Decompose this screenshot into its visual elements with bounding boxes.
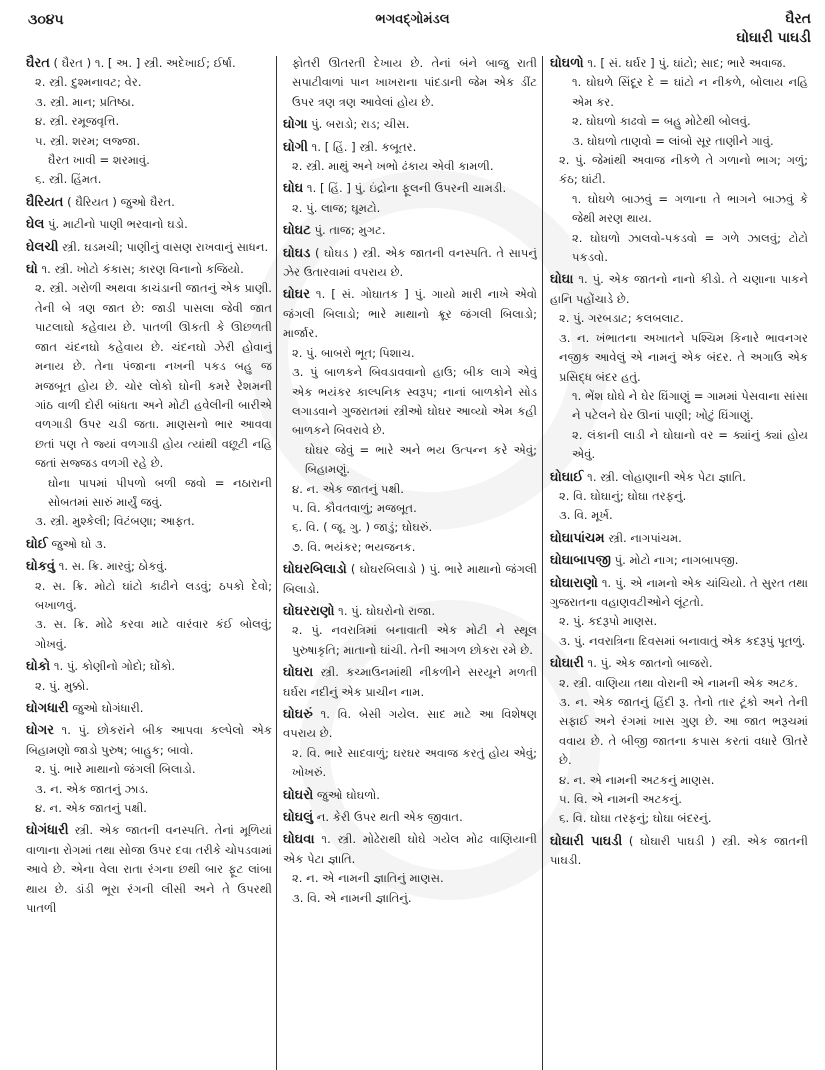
dictionary-entry [26, 657, 272, 696]
dictionary-entry [26, 260, 272, 532]
dictionary-entry [283, 560, 537, 599]
dictionary-entry [283, 221, 537, 240]
definition-text: ૧. સ. ક્રિ. મારવું; ઠોકવું. [58, 559, 168, 574]
sense-line: ૨. પું. નવરાત્રિમાં બનાવાતી એક મોટી ને સ્થૂલ પુરુષાકૃતિ; માતાનો ઘાંચી. તેની આગળ છોકરા રમે છે. [292, 623, 537, 657]
idiom-line: ૨. ઘોઘળો કાઢવો = બહુ મોટેથી બોલવું. [572, 114, 751, 129]
headword: ઘોઘરા [283, 665, 314, 681]
definition-text: ૧. પું. છોકરાંને બીક આપવા કલ્પેલો એક બિહામણો જાડો પુરુષ; બાહુક; બાવો. [26, 723, 272, 757]
idiom-line: ૩. ઘોઘળો તાણવો = લાંબો સૂર તાણીને ગાવું. [572, 133, 774, 148]
headword: ઘોઘારાણો [550, 575, 598, 591]
definition-text: જુઓ ઘો ૩. [51, 536, 107, 551]
sense-line: ૩. વિ. એ નામની જ્ઞાતિનું. [292, 890, 412, 905]
sense-line: ૫. સ્ત્રી. શરમ; લજ્જા. [35, 133, 141, 148]
dictionary-entry [550, 551, 808, 570]
headword: ઘોગધારી [26, 701, 69, 716]
definition-text: ૧. પું. એક જાતનો નાનો કીડો. તે ચણાના પાકને હાનિ પહોંચાડે છે. [550, 272, 808, 306]
guide-word-first: ઘૈરત [785, 11, 811, 27]
headword: ઘોગર [26, 723, 54, 739]
dictionary-entry [283, 786, 537, 805]
column-divider [542, 56, 543, 1070]
dictionary-entry [283, 244, 537, 283]
sense-line: ૩. સ્ત્રી. માન; પ્રતિષ્ઠા. [35, 94, 135, 109]
page-header [0, 0, 825, 50]
headword: ઘોઘારી પાઘડી [550, 833, 623, 849]
headword: ઘોઘાપાંચમ [550, 530, 605, 546]
definition-text: પું. મોટો નાગ; નાગબાપજી. [614, 553, 739, 568]
sense-line: ૨. પું. મુક્કો. [35, 678, 90, 693]
dictionary-entry [283, 663, 537, 702]
sense-line: ૩. સ્ત્રી. મુશ્કેલી; વિટંબણા; આફત. [35, 514, 195, 529]
headword: ઘોઘડ [283, 245, 311, 261]
dictionary-entry [550, 529, 808, 548]
headword: ઘોઘર [283, 287, 310, 303]
headword: ઘોઘારી [550, 656, 584, 672]
headword: ઘોકો [26, 659, 51, 675]
dictionary-entry [283, 54, 537, 112]
dictionary-entry [26, 238, 272, 257]
sense-line: ૩. ન. એક જાતનું હિંદી રૂ. તેનો તાર ટૂંકો અને તેની સફાઈ અને રંગમાં ખાસ ગુણ છે. આ જાત ભરૂચમાં વવાય છે. તે બીજી જાતના કપાસ કરતાં વધારે ઊતરે છે. [559, 695, 808, 768]
sense-line: ૩. પું. નવરાત્રિના દિવસમાં બનાવાતું એક કદરૂપું પૂતળું. [559, 633, 806, 648]
sense-line: ૩. સ. ક્રિ. મોઢે કરવા માટે વારંવાર કંઈ બોલવું; ગોખવું. [35, 617, 272, 651]
sense-line: ૨. વિ. ઘોઘાનું; ઘોઘા તરફનું. [559, 488, 687, 503]
sense-line: ૩. વિ. મૂર્ખ. [559, 508, 613, 523]
sense-line: ૨. પું. બાબરો ભૂત; પિશાચ. [292, 345, 415, 360]
headword: ઘૈરત [26, 56, 50, 71]
definition-text: ૧. સ્ત્રી. લોહાણાની એક પેટા જ્ઞાતિ. [587, 469, 746, 484]
idiom-line: ૧. ઘોઘળે બાઝવું = ગળાના તે ભાગને બાઝવું કે જેથી મરણ થાય. [572, 191, 808, 226]
sense-line: ૩. પું બાળકને બિવડાવવાનો હાઉ; બીક લાગે એવું એક ભયંકર કાલ્પનિક સ્વરૂપ; નાનાં બાળકોને સોડ લગાડવાને ગુજરાતમાં સ્ત્રીઓ ઘોઘર આવ્યો એમ કહી બાળકને બિવરાવે છે. [292, 365, 537, 438]
definition-text: ૧. સ્ત્રી. મોઢેરાથી ઘોઘે ગયેલ મોઢ વાણિયાની એક પેટા જ્ઞાતિ. [283, 832, 537, 866]
definition-text: ૧. [ સં. ગોઘાતક ] પું. ગાયો મારી નાખે એવો જંગલી બિલાડો; ભારે માથાનો ક્રૂર જંગલી બિલાડો; માર્જાર. [283, 287, 537, 341]
sense-line: ૨. વિ. ભારે સાદવાળું; ઘરઘર અવાજ કરતું હોય એવું; ખોખરું. [292, 745, 537, 780]
definition-text: પું. બરાડો; રાડ; ચીસ. [311, 117, 410, 132]
headword: ઘોઘાઈ [550, 469, 584, 485]
definition-text: ન. કેરી ઉપર થતી એક જીવાત. [316, 810, 463, 825]
sense-line: ૩. ન. એક જાતનું ઝાડ. [35, 781, 149, 796]
dictionary-entry [283, 138, 537, 177]
dictionary-entry [26, 699, 272, 718]
sense-line: ૨. પું. લાજ; ઘૂમટો. [292, 200, 381, 215]
definition-text: ( ઘોઘરબિલાડો ) પું. ભારે માથાનો જંગલી બિલાડો. [283, 562, 537, 596]
column-1 [26, 54, 272, 1070]
definition-text: જુઓ ઘોઘળો. [316, 787, 380, 802]
dictionary-entry [550, 654, 808, 829]
headword: ઘોઘરો [283, 787, 314, 803]
column-2 [283, 54, 537, 1070]
headword: ઘોગા [283, 117, 308, 133]
definition-text: ૧. પું. એ નામનો એક ચાંચિયો. તે સુરત તથા ગુજરાતના વહાણવટીઓને લૂંટતો. [550, 575, 808, 609]
definition-text: પું. તાજ; મુગટ. [314, 223, 386, 238]
headword: ઘોઘરબિલાડો [283, 562, 347, 578]
dictionary-entry [550, 54, 808, 267]
sense-line: ૬. વિ. ઘોઘા તરફનું; ઘોઘા બંદરનું. [559, 811, 712, 826]
sense-line: ૪. ન. એક જાતનું પક્ષી. [292, 481, 404, 496]
idiom-line: ૧. ભેંશ ઘોઘે ને ઘેર ઘિંગાણું = ગામમાં પેસવાના સાંસા ને પટેલને ઘેર ઊનાં પાણી; ખોટું ઘિંગાણું. [572, 388, 808, 423]
dictionary-entry [550, 270, 808, 464]
dictionary-entry [550, 832, 808, 871]
sense-line: ૨. પું. કદરૂપો માણસ. [559, 614, 658, 629]
guide-word-last: ઘોઘારી પાઘડી [736, 30, 811, 46]
headword: ઘોઈ [26, 536, 48, 552]
sense-line: ૪. સ્ત્રી. રમૂજવૃત્તિ. [35, 114, 120, 129]
sense-line: ૪. ન. એ નામની અટકનું માણસ. [559, 772, 715, 787]
headword: ઘેલચી [26, 239, 59, 255]
dictionary-entry [26, 535, 272, 554]
guide-words [736, 10, 811, 48]
dictionary-entry [26, 54, 272, 190]
idiom-line: ઘોઘર જેવું = ભારે અને ભય ઉત્પન્ન કરે એવું; બિહામણું. [305, 442, 537, 477]
definition-text: ૧. પું. કોણીનો ગોદો; ઘોંકો. [53, 659, 176, 674]
sense-line: ૨. સ્ત્રી. દુશ્મનાવટ; વેર. [35, 75, 142, 90]
dictionary-entry [26, 721, 272, 818]
dictionary-entry [283, 602, 537, 660]
sense-line: ૨. પું. જેમાંથી અવાજ નીકળે તે ગળાનો ભાગ; ગળું; કંઠ; ઘાંટી. [559, 153, 808, 187]
headword: ઘો [26, 262, 38, 278]
headword: ઘોઘા [550, 272, 574, 288]
dictionary-entry [26, 193, 272, 212]
dictionary-entry [26, 821, 272, 918]
sense-line: ૨. સ્ત્રી. માથું અને ખભો ઢંકાય એવી કામળી. [292, 159, 494, 174]
dictionary-entry [26, 215, 272, 234]
dictionary-entry [283, 705, 537, 783]
sense-line: ૬. સ્ત્રી. હિંમત. [35, 172, 102, 187]
dictionary-entry [283, 808, 537, 827]
dictionary-entry [26, 557, 272, 654]
dictionary-entry [283, 179, 537, 218]
idiom-line: ઘોના પાપમાં પીપળો બળી જવો = નઠારાની સોબતમાં સારું માર્યું જવું. [48, 475, 272, 509]
column-3 [550, 54, 808, 1070]
sense-line: ૩. ન. ખંભાતના અખાતને પશ્ચિમ કિનારે ભાવનગર નજીક આવેલું એ નામનું એક બંદર. તે અગાઉ એક પ્રસિદ્ધ બંદર હતું. [559, 330, 808, 384]
sense-line: ૭. વિ. ભયંકર; ભયજનક. [292, 539, 416, 554]
definition-text: સ્ત્રી. નાગપાંચમ. [608, 530, 682, 545]
headword: ઘોઘરું [283, 707, 313, 722]
definition-text: ( ઘૈરિયત ) જુઓ ઘૈરત. [67, 194, 175, 209]
headword: ઘોઘટ [283, 223, 311, 239]
definition-text: ૧. [ સં. ઘર્ઘર ] પું. ઘાંટો; સાદ; ભારે અવાજ. [587, 56, 786, 70]
definition-text: સ્ત્રી. એક જાતની વનસ્પતિ. તેનાં મૂળિયાં વાળાના રોગમાં તથા સોજા ઉપર દવા તરીકે ચોપડવામાં આવે છે. એના વેલા રાતા રંગના છથી બાર ફૂટ લાંબા થાય છે. ડાંડી ભૂરા રંગની લીસી અને તે ઉપરથી પાતળી [26, 823, 272, 916]
headword: ઘોઘાબાપજી [550, 553, 611, 569]
sense-line: ૪. ન. એક જાતનું પક્ષી. [35, 801, 147, 816]
definition-text: ( ઘોઘડ ) સ્ત્રી. એક જાતની વનસ્પતિ. તે સાપનું ઝેર ઉતારવામાં વપરાય છે. [283, 245, 537, 280]
headword: ઘોઘ [283, 181, 304, 197]
definition-text: પું. માટીનો પાણી ભરવાનો ઘડો. [48, 217, 188, 232]
dictionary-entry [283, 285, 537, 557]
headword: ઘોગી [283, 139, 308, 155]
definition-text: ૧. પું. ઘોઘરોનો રાજા. [338, 603, 436, 618]
dictionary-entry [283, 115, 537, 134]
idiom-line: ૧. ઘોઘળે સિંદૂર દે = ઘાંટો ન નીકળે, બોલાય નહિ એમ કર. [572, 75, 808, 109]
dictionary-entry [283, 830, 537, 908]
sense-line: ૨. સ. ક્રિ. મોટો ઘાંટો કાઢીને લડવું; ઠપકો દેવો; બખાળવું. [35, 578, 272, 612]
headword: ઘૈરિયત [26, 194, 64, 210]
definition-text: ( ઘૈરત ) ૧. [ અ. ] સ્ત્રી. અદેખાઈ; ઈર્ષા. [53, 56, 236, 70]
definition-text: સ્ત્રી. ઘડમચી; પાણીનું વાસણ રાખવાનું સાધન. [62, 239, 269, 254]
definition-text: જુઓ ઘોગંધારી. [72, 701, 144, 715]
sense-line: ૨. સ્ત્રી. વાણિયા તથા વોરાની એ નામની એક અટક. [559, 675, 798, 690]
book-title: ભગવદ્ગોમંડલ [375, 12, 450, 27]
page-number: ૩૦૪૫ [28, 12, 64, 28]
sense-line: ૨. ન. એ નામની જ્ઞાતિનું માણસ. [292, 871, 444, 886]
column-divider [276, 56, 277, 1070]
headword: ઘોકવું [26, 559, 56, 575]
definition-text: ( ઘોઘારી પાઘડી ) સ્ત્રી. એક જાતની પાઘડી. [550, 833, 808, 868]
headword: ઘેલ [26, 217, 45, 233]
headword: ઘોઘવા [283, 832, 315, 848]
definition-text: ૧. સ્ત્રી. ખોટો કંકાસ; કારણ વિનાનો કજિયો. [41, 262, 244, 277]
headword: ઘોઘરરાણો [283, 603, 335, 619]
headword: ઘોગંધારી [26, 823, 69, 839]
idiom-line: ઘૈરત ખાવી = શરમાવું. [48, 153, 150, 168]
sense-line: ૨. સ્ત્રી. ગરોળી અથવા કાચંડાની જાતનું એક પ્રાણી. તેની બે ત્રણ જાત છે: જાડી પાસલા જેવી જાત પાટલાઘો કહેવાય છે. પાતળી ઊકતી કે ઊછળતી જાત ચંદનઘો કહેવાય છે. ચંદનઘો ઝેરી હોવાનું મનાય છે. તેના પંજાના નખની પકડ બહુ જ મજબૂત હોય છે. ચોર લોકો ઘોની કમરે રેશમની ગાંઠ વાળી દોરી બાંધતા અને મોટી હવેલીની બારીએ વળગાડી ઉપર ચડી જતા. માણસનો ભાર આવવા છતાં પણ તે જ્યાં વળગાડી હોય ત્યાંથી વછૂટી નહિ જતાં સજ્જડ વળગી રહે છે. [35, 281, 272, 471]
sense-line: ૫. વિ. કૌવતવાળું; મજબૂત. [292, 500, 417, 515]
sense-line: ૬. વિ. ( જૂ. ગુ. ) જાડું; ઘોઘરું. [292, 520, 433, 535]
sense-line: ૨. પું. ભારે માથાનો જંગલી બિલાડો. [35, 762, 196, 777]
headword: ઘોઘલું [283, 810, 314, 826]
definition-text: ૧. [ હિં. ] પું. ઇંદ્રોના ફૂલની ઉપરની ચામડી. [306, 181, 507, 196]
idiom-line: ૨. ઘોઘળો ઝાલવો-પકડવો = ગળે ઝાલવું; ટોટો પકડવો. [572, 230, 808, 265]
definition-text: ફોતરી ઊતરતી દેખાય છે. તેનાં બંને બાજુ રાતી સપાટીવાળાં પાન ખાખરાના પાંદડાની જેમ એક ડીંટ ઉપર ત્રણ ત્રણ આવેલાં હોય છે. [292, 56, 537, 109]
dictionary-entry [550, 574, 808, 652]
idiom-line: ૨. લંકાની લાડી ને ઘોઘાનો વર = ક્યાંનું ક્યાં હોય એવું. [572, 427, 808, 462]
dictionary-entry [550, 468, 808, 526]
definition-text: ૧. [ હિં. ] સ્ત્રી. કબૂતર. [311, 139, 417, 154]
sense-line: ૨. પું. ગરબડાટ; કલબલાટ. [559, 311, 684, 326]
definition-text: સ્ત્રી. કચ્માઉનમાંથી નીકળીને સરયૂને મળતી ઘર્ઘરા નદીનું એક પ્રાચીન નામ. [283, 665, 537, 699]
definition-text: ૧. પું. એક જાતનો બાજરો. [587, 656, 713, 671]
definition-text: ૧. વિ. બેસી ગયેલ. સાદ માટે આ વિશેષણ વપરાય છે. [283, 707, 537, 741]
headword: ઘોઘળો [550, 56, 584, 71]
sense-line: ૫. વિ. એ નામની અટકનું. [559, 792, 682, 807]
